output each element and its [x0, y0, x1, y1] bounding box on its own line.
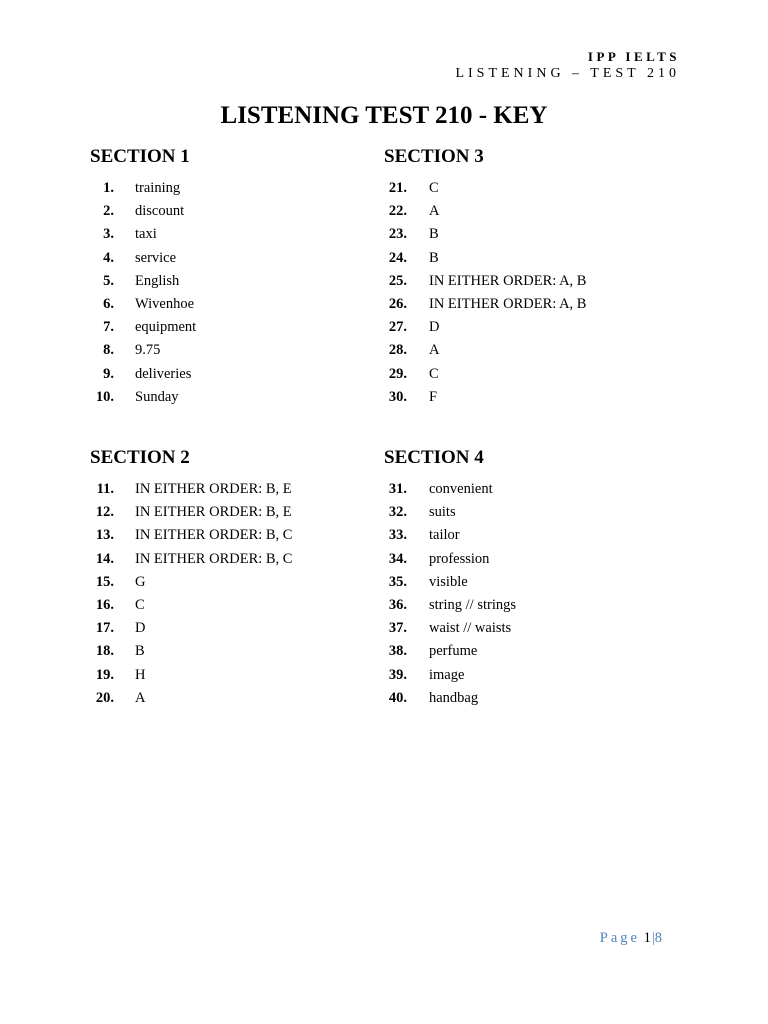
document-header	[455, 48, 680, 82]
answer-row	[90, 293, 370, 316]
answer-row	[90, 339, 370, 362]
answer-row	[384, 223, 664, 246]
header-subtitle: LISTENING – TEST 210	[455, 66, 680, 81]
question-number: 27.	[388, 319, 407, 336]
answer-list	[384, 177, 664, 409]
question-number: 18.	[95, 643, 114, 660]
question-number: 2.	[103, 203, 114, 220]
question-number: 26.	[388, 296, 407, 313]
question-number: 9.	[103, 365, 114, 382]
question-number: 29.	[388, 365, 407, 382]
answer-row	[90, 640, 370, 663]
question-number: 16.	[95, 597, 114, 614]
section-heading: SECTION 3	[384, 146, 484, 167]
question-number: 37.	[388, 620, 407, 637]
answer-text: perfume	[429, 643, 478, 660]
page-label: Page	[599, 930, 640, 946]
section-2	[90, 447, 370, 710]
answer-text: image	[429, 666, 465, 683]
answer-row	[384, 386, 664, 409]
answer-row	[90, 548, 370, 571]
answer-text: IN EITHER ORDER: B, E	[135, 504, 292, 521]
answer-row	[384, 664, 664, 687]
question-number: 25.	[388, 272, 407, 289]
answer-row	[90, 363, 370, 386]
question-number: 22.	[388, 203, 407, 220]
answer-text: A	[429, 203, 440, 220]
answer-row	[90, 524, 370, 547]
question-number: 15.	[95, 573, 114, 590]
answer-text: waist // waists	[429, 620, 512, 637]
question-number: 6.	[103, 296, 114, 313]
answer-row	[384, 293, 664, 316]
answer-text: discount	[135, 203, 185, 220]
question-number: 38.	[388, 643, 407, 660]
answer-text: B	[135, 643, 145, 660]
answer-row	[384, 270, 664, 293]
answer-row	[90, 223, 370, 246]
answer-text: A	[429, 342, 440, 359]
question-number: 17.	[95, 620, 114, 637]
question-number: 24.	[388, 249, 407, 266]
answer-text: IN EITHER ORDER: B, C	[135, 550, 293, 567]
answer-text: C	[429, 180, 439, 197]
question-number: 36.	[388, 597, 407, 614]
answer-row	[384, 571, 664, 594]
question-number: 13.	[95, 527, 114, 544]
answer-row	[90, 617, 370, 640]
answer-text: deliveries	[135, 365, 192, 382]
answer-row	[90, 177, 370, 200]
answer-row	[384, 316, 664, 339]
answer-text: string // strings	[429, 597, 517, 614]
answer-text: F	[429, 388, 438, 405]
answer-row	[90, 594, 370, 617]
answer-row	[90, 664, 370, 687]
answer-row	[384, 594, 664, 617]
question-number: 40.	[388, 689, 407, 706]
answer-text: service	[135, 249, 177, 266]
answer-row	[384, 200, 664, 223]
answer-text: Wivenhoe	[135, 296, 195, 313]
answer-row	[90, 501, 370, 524]
question-number: 14.	[95, 550, 114, 567]
question-number: 28.	[388, 342, 407, 359]
answer-row	[90, 478, 370, 501]
answer-row	[384, 363, 664, 386]
answer-list	[90, 478, 370, 710]
answer-row	[384, 478, 664, 501]
answer-text: H	[135, 666, 146, 683]
section-1	[90, 146, 370, 409]
header-brand: IPP IELTS	[587, 49, 680, 64]
answer-row	[384, 339, 664, 362]
answer-text: training	[135, 180, 181, 197]
answer-list	[90, 177, 370, 409]
page-total: 8	[654, 930, 662, 946]
answer-text: convenient	[429, 481, 493, 498]
page-title: LISTENING TEST 210 - KEY	[220, 102, 548, 129]
answer-row	[90, 200, 370, 223]
answer-text: IN EITHER ORDER: A, B	[429, 272, 587, 289]
answer-text: B	[429, 226, 439, 243]
question-number: 20.	[95, 689, 114, 706]
answer-row	[384, 177, 664, 200]
answer-text: G	[135, 573, 146, 590]
answer-row	[90, 571, 370, 594]
question-number: 21.	[388, 180, 407, 197]
answer-row	[384, 548, 664, 571]
question-number: 8.	[103, 342, 114, 359]
question-number: 35.	[388, 573, 407, 590]
question-number: 33.	[388, 527, 407, 544]
answer-row	[90, 386, 370, 409]
section-3	[384, 146, 664, 409]
answer-row	[384, 640, 664, 663]
answer-text: handbag	[429, 689, 479, 706]
answer-text: visible	[429, 573, 468, 590]
answer-text: suits	[429, 504, 456, 521]
page-footer	[600, 930, 662, 947]
answer-text: A	[135, 689, 146, 706]
page-current: 1	[643, 930, 652, 946]
question-number: 11.	[96, 481, 114, 498]
section-heading: SECTION 4	[384, 447, 484, 468]
question-number: 32.	[388, 504, 407, 521]
answer-row	[384, 501, 664, 524]
question-number: 5.	[103, 272, 114, 289]
question-number: 39.	[388, 666, 407, 683]
answer-text: IN EITHER ORDER: A, B	[429, 296, 587, 313]
answer-row	[384, 687, 664, 710]
section-heading: SECTION 2	[90, 447, 190, 468]
section-heading: SECTION 1	[90, 146, 190, 167]
answer-text: profession	[429, 550, 490, 567]
answer-text: equipment	[135, 319, 197, 336]
answer-text: Sunday	[135, 388, 179, 405]
answer-text: C	[135, 597, 145, 614]
answer-row	[384, 617, 664, 640]
question-number: 30.	[388, 388, 407, 405]
answer-row	[90, 247, 370, 270]
answer-row	[90, 270, 370, 293]
question-number: 1.	[103, 180, 114, 197]
section-4	[384, 447, 664, 710]
answer-text: D	[429, 319, 440, 336]
answer-text: C	[429, 365, 439, 382]
answer-text: B	[429, 249, 439, 266]
answer-text: English	[135, 272, 180, 289]
question-number: 10.	[95, 388, 114, 405]
answer-text: IN EITHER ORDER: B, E	[135, 481, 292, 498]
answer-row	[90, 316, 370, 339]
answer-text: 9.75	[135, 342, 161, 359]
answer-text: taxi	[135, 226, 157, 243]
answer-text: D	[135, 620, 146, 637]
question-number: 31.	[388, 481, 407, 498]
answer-list	[384, 478, 664, 710]
answer-row	[90, 687, 370, 710]
question-number: 4.	[103, 249, 114, 266]
question-number: 23.	[388, 226, 407, 243]
question-number: 12.	[95, 504, 114, 521]
answer-text: IN EITHER ORDER: B, C	[135, 527, 293, 544]
question-number: 3.	[103, 226, 114, 243]
question-number: 19.	[95, 666, 114, 683]
answer-row	[384, 524, 664, 547]
answer-row	[384, 247, 664, 270]
question-number: 34.	[388, 550, 407, 567]
answer-text: tailor	[429, 527, 460, 544]
question-number: 7.	[103, 319, 114, 336]
page-separator: |	[651, 930, 655, 946]
